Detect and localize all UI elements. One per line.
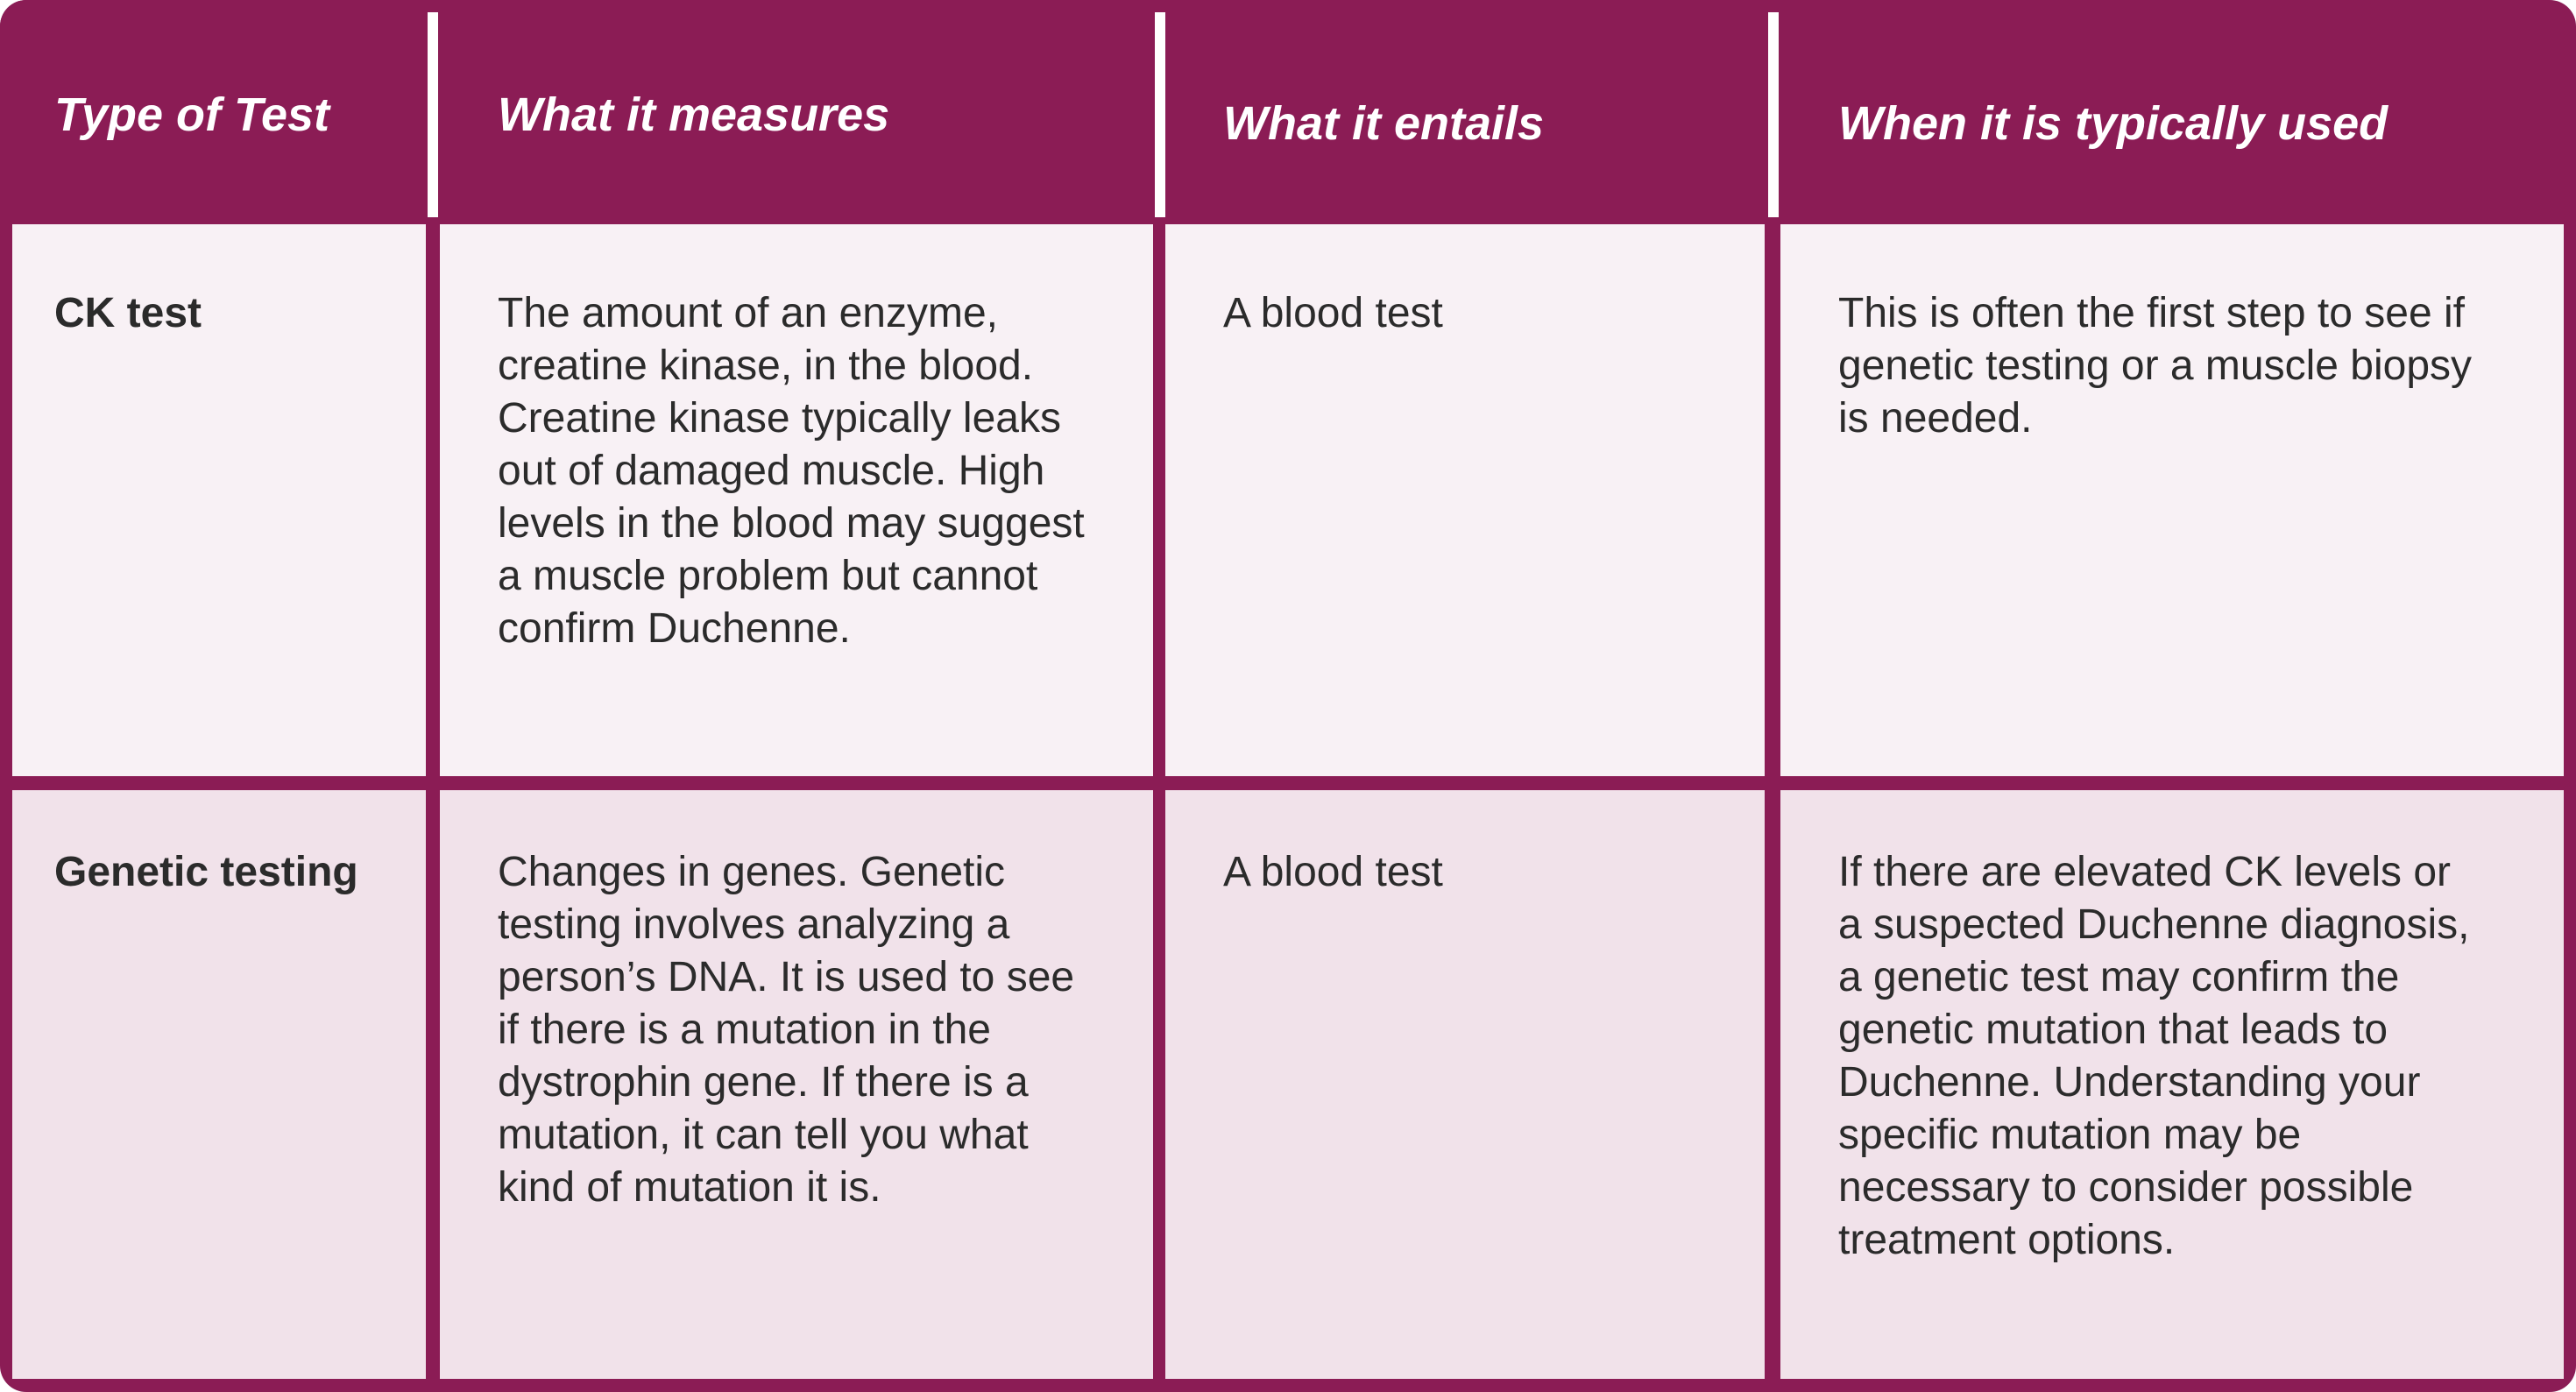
table-row-ck-test-when xyxy=(1780,224,2564,776)
header-what-it-entails xyxy=(1165,9,1768,238)
cell-when: If there are elevated CK levels or a suspected Duchenne diagnosis, a genetic test may confirm the genetic mutation that leads to Duchenne. Understanding your specific mutation may be necessary to consider possible treatment options. xyxy=(1838,849,2470,1263)
cell-type: CK test xyxy=(54,290,202,336)
table-row-genetic-testing-when xyxy=(1780,790,2564,1379)
header-divider xyxy=(428,12,438,217)
header-what-it-measures xyxy=(438,0,1157,230)
header-label: Type of Test xyxy=(54,88,330,141)
header-label: When it is typically used xyxy=(1838,97,2388,150)
header-label: What it measures xyxy=(498,88,890,141)
header-label: What it entails xyxy=(1223,97,1545,150)
table-row-ck-test-entails xyxy=(1165,224,1765,776)
cell-entails: A blood test xyxy=(1223,849,1443,895)
table-row-genetic-testing-measures xyxy=(440,790,1153,1379)
table-row-ck-test-type xyxy=(12,224,426,776)
cell-measures: The amount of an enzyme, creatine kinase, in the blood. Creatine kinase typically leaks out of damaged muscle. High levels in the blood may suggest a muscle problem but cannot confirm Duchenne. xyxy=(498,290,1085,652)
table-row-genetic-testing-type xyxy=(12,790,426,1379)
header-divider xyxy=(1155,12,1165,217)
cell-measures: Changes in genes. Genetic testing involves analyzing a person’s DNA. It is used to see if there is a mutation in the dystrophin gene. If there is a mutation, it can tell you what kind of mutation it is. xyxy=(498,849,1075,1211)
table-row-genetic-testing-entails xyxy=(1165,790,1765,1379)
header-divider xyxy=(1768,12,1779,217)
cell-entails: A blood test xyxy=(1223,290,1443,336)
cell-type: Genetic testing xyxy=(54,849,358,895)
header-type-of-test xyxy=(0,0,428,230)
cell-when: This is often the first step to see if genetic testing or a muscle biopsy is needed. xyxy=(1838,290,2473,442)
table-row-ck-test-measures xyxy=(440,224,1153,776)
header-when-it-is-used xyxy=(1779,9,2567,238)
